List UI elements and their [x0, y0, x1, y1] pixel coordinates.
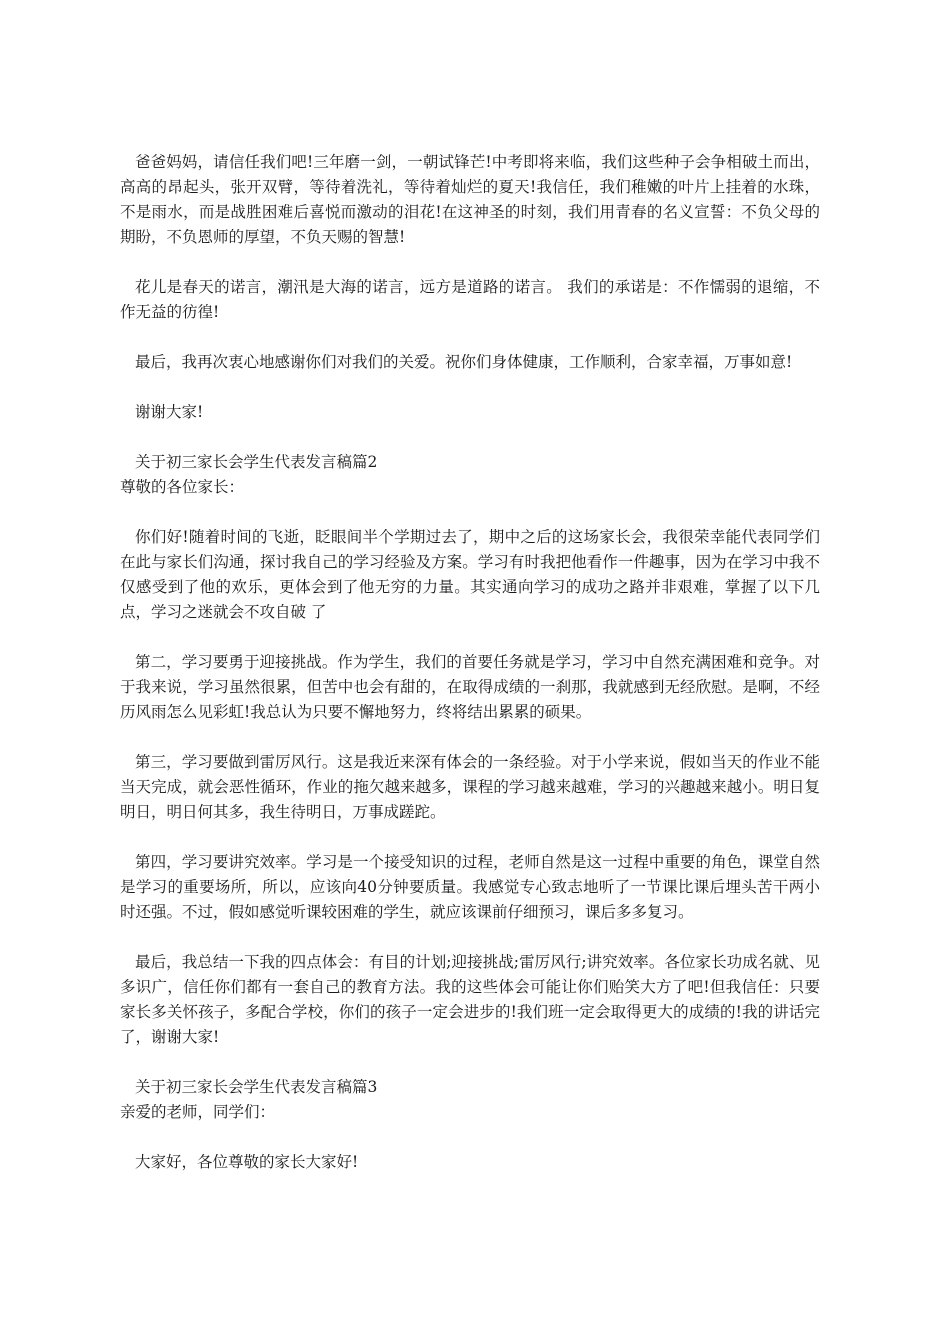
paragraph: 花儿是春天的诺言，潮汛是大海的诺言，远方是道路的诺言。 我们的承诺是：不作懦弱的退缩，不作无益的彷徨!	[120, 278, 820, 321]
document-body	[120, 150, 820, 1200]
paragraph: 你们好!随着时间的飞逝，眨眼间半个学期过去了，期中之后的这场家长会，我很荣幸能代表同学们在此与家长们沟通，探讨我自己的学习经验及方案。学习有时我把他看作一件趣事，因为在学习中我不仅感受到了他的欢乐，更体会到了他无穷的力量。其实通向学习的成功之路并非艰难，掌握了以下几点，学习之迷就会不攻自破 了	[120, 528, 820, 621]
paragraph: 爸爸妈妈，请信任我们吧!三年磨一剑，一朝试锋芒!中考即将来临，我们这些种子会争相破土而出，高高的昂起头，张开双臂，等待着洗礼，等待着灿烂的夏天!我信任，我们稚嫩的叶片上挂着的水珠，不是雨水，而是战胜困难后喜悦而激动的泪花!在这神圣的时刻，我们用青春的名义宣誓：不负父母的期盼，不负恩师的厚望，不负天赐的智慧!	[120, 153, 820, 246]
salutation: 亲爱的老师，同学们：	[120, 1103, 276, 1121]
paragraph: 大家好，各位尊敬的家长大家好!	[135, 1153, 359, 1171]
section-title: 关于初三家长会学生代表发言稿篇3	[135, 1078, 378, 1096]
paragraph: 最后，我再次衷心地感谢你们对我们的关爱。祝你们身体健康，工作顺利，合家幸福，万事如意!	[135, 353, 793, 371]
paragraph: 第三，学习要做到雷厉风行。这是我近来深有体会的一条经验。对于小学来说，假如当天的作业不能当天完成，就会恶性循环，作业的拖欠越来越多，课程的学习越来越难，学习的兴趣越来越小。明日复明日，明日何其多，我生待明日，万事成蹉跎。	[120, 753, 820, 821]
section-title: 关于初三家长会学生代表发言稿篇2	[135, 453, 378, 471]
salutation: 尊敬的各位家长：	[120, 478, 245, 496]
paragraph: 第四，学习要讲究效率。学习是一个接受知识的过程，老师自然是这一过程中重要的角色，课堂自然是学习的重要场所，所以，应该向40分钟要质量。我感觉专心致志地听了一节课比课后埋头苦干两小时还强。不过，假如感觉听课较困难的学生，就应该课前仔细预习，课后多多复习。	[120, 853, 820, 921]
paragraph: 第二，学习要勇于迎接挑战。作为学生，我们的首要任务就是学习，学习中自然充满困难和竞争。对于我来说，学习虽然很累，但苦中也会有甜的，在取得成绩的一刹那，我就感到无经欣慰。是啊，不经历风雨怎么见彩虹!我总认为只要不懈地努力，终将结出累累的硕果。	[120, 653, 820, 721]
paragraph: 最后，我总结一下我的四点体会：有目的计划;迎接挑战;雷厉风行;讲究效率。各位家长功成名就、见多识广，信任你们都有一套自己的教育方法。我的这些体会可能让你们贻笑大方了吧!但我信任：只要家长多关怀孩子，多配合学校，你们的孩子一定会进步的!我们班一定会取得更大的成绩的!我的讲话完了，谢谢大家!	[120, 953, 820, 1046]
paragraph: 谢谢大家!	[135, 403, 204, 421]
